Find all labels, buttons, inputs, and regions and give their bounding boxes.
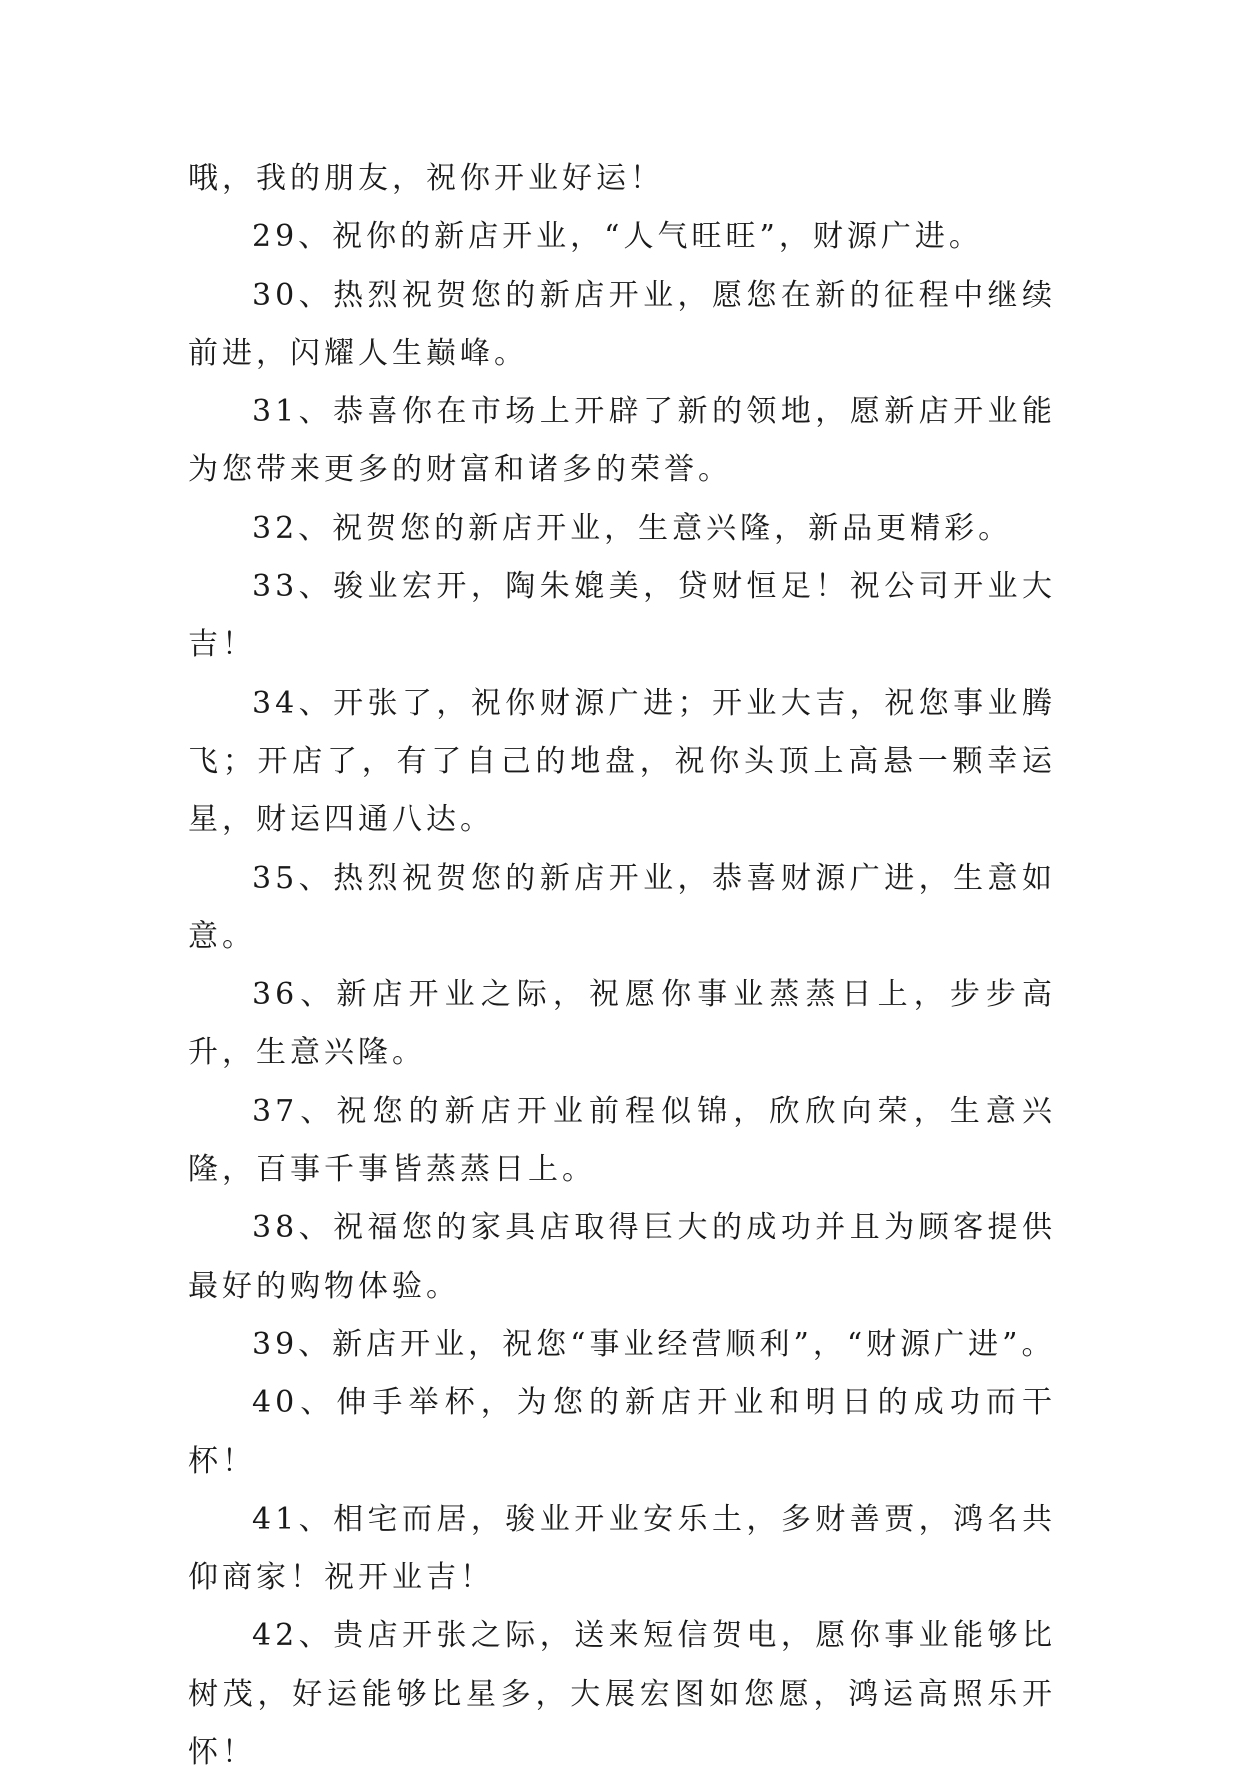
document-body [188, 150, 1056, 1782]
paragraph-30: 30、热烈祝贺您的新店开业，愿您在新的征程中继续前进，闪耀人生巅峰。 [188, 277, 1056, 371]
paragraph-continuation: 哦，我的朋友，祝你开业好运！ [188, 161, 664, 196]
paragraph-31: 31、恭喜你在市场上开辟了新的领地，愿新店开业能为您带来更多的财富和诸多的荣誉。 [188, 394, 1056, 488]
paragraph-40: 40、伸手举杯，为您的新店开业和明日的成功而干杯！ [188, 1385, 1056, 1479]
paragraph-39: 39、新店开业，祝您“事业经营顺利”，“财源广进”。 [252, 1326, 1056, 1362]
paragraph-36: 36、新店开业之际，祝愿你事业蒸蒸日上，步步高升，生意兴隆。 [188, 977, 1056, 1071]
paragraph-35: 35、热烈祝贺您的新店开业，恭喜财源广进，生意如意。 [188, 860, 1056, 954]
paragraph-33: 33、骏业宏开，陶朱媲美，贷财恒足！祝公司开业大吉！ [188, 569, 1056, 663]
paragraph-42: 42、贵店开张之际，送来短信贺电，愿你事业能够比树茂，好运能够比星多，大展宏图如您愿，鸿运高照乐开怀！ [188, 1618, 1056, 1771]
paragraph-34: 34、开张了，祝你财源广进；开业大吉，祝您事业腾飞；开店了，有了自己的地盘，祝你头顶上高悬一颗幸运星，财运四通八达。 [188, 685, 1056, 838]
paragraph-38: 38、祝福您的家具店取得巨大的成功并且为顾客提供最好的购物体验。 [188, 1210, 1056, 1304]
paragraph-41: 41、相宅而居，骏业开业安乐土，多财善贾，鸿名共仰商家！祝开业吉！ [188, 1501, 1056, 1596]
paragraph-32: 32、祝贺您的新店开业，生意兴隆，新品更精彩。 [252, 510, 1013, 546]
paragraph-29: 29、祝你的新店开业，“人气旺旺”，财源广进。 [252, 219, 983, 255]
paragraph-37: 37、祝您的新店开业前程似锦，欣欣向荣，生意兴隆，百事千事皆蒸蒸日上。 [188, 1093, 1056, 1188]
